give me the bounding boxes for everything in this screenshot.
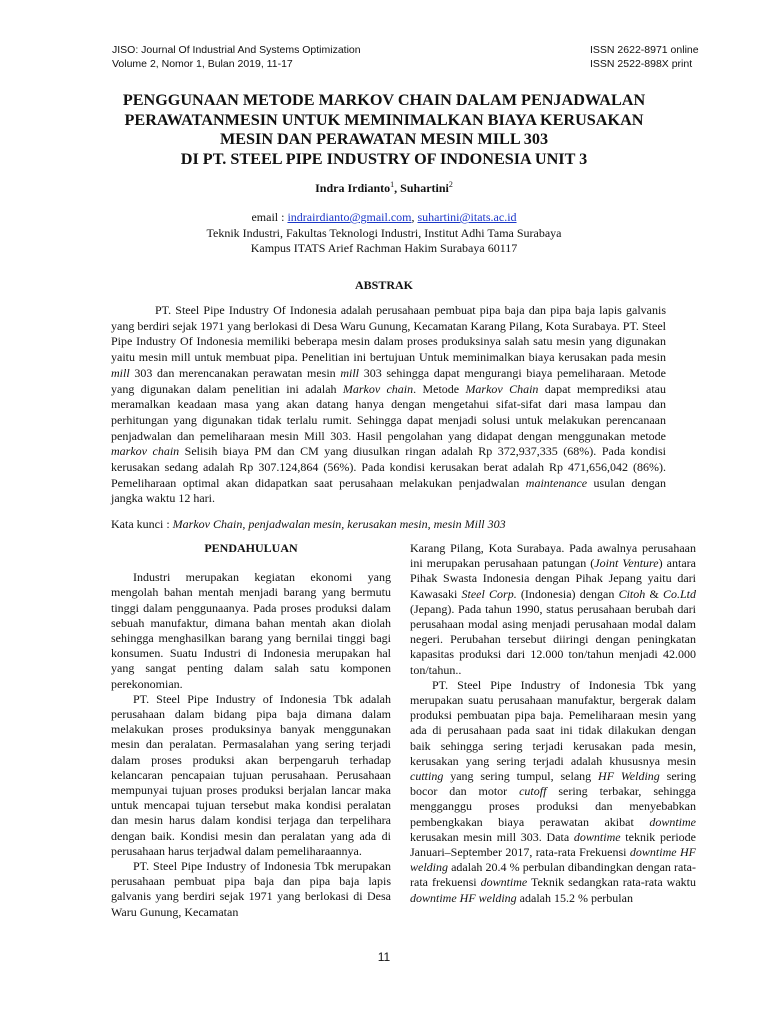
italic-term: HF Welding bbox=[598, 769, 660, 784]
left-column bbox=[111, 541, 391, 920]
paragraph bbox=[410, 541, 696, 678]
title-line: MESIN DAN PERAWATAN MESIN MILL 303 bbox=[219, 130, 549, 148]
section-heading: PENDAHULUAN bbox=[204, 541, 298, 555]
volume-info: Volume 2, Nomor 1, Bulan 2019, 11-17 bbox=[112, 58, 293, 70]
abstract-italic: Markov Chain bbox=[465, 381, 539, 396]
text-segment: Karang Pilang, Kota Surabaya. Pada awalnya perusahaan ini merupakan perusahaan patungan ( bbox=[410, 541, 696, 571]
abstract-segment: 303 dan merencanakan perawatan mesin bbox=[129, 365, 341, 380]
author-list bbox=[100, 180, 668, 196]
text-segment: & bbox=[645, 586, 663, 601]
author-separator: , bbox=[394, 181, 401, 195]
abstract-italic: mill bbox=[340, 365, 360, 380]
italic-term: Joint Venture bbox=[594, 556, 659, 571]
text-segment: (Indonesia) dengan bbox=[516, 586, 619, 601]
italic-term: Co.Ltd bbox=[662, 586, 696, 601]
italic-term: cutoff bbox=[519, 784, 547, 799]
abstract-italic: markov chain bbox=[111, 444, 180, 459]
text-segment: adalah 20.4 % perbulan dibandingkan dengan rata-rata frekuensi bbox=[410, 860, 696, 890]
running-header-right bbox=[590, 43, 699, 71]
italic-term: Citoh bbox=[618, 586, 646, 601]
italic-term: downtime bbox=[649, 814, 696, 829]
text-segment: (Jepang). Pada tahun 1990, status perusahaan berubah dari perusahaan modal asing menjadi perusahaan modal dalam negeri. Perubahan tersebut diiringi dengan peningkatan kapasitas produksi dari 12.000 ton/tahun menjadi 42.000 ton/tahun.. bbox=[410, 601, 696, 677]
abstract-italic: maintenance bbox=[525, 475, 588, 490]
italic-term: downtime HF welding bbox=[410, 845, 696, 875]
email-label: email : bbox=[251, 210, 288, 224]
email-link[interactable]: indrairdianto@gmail.com bbox=[287, 210, 412, 224]
affiliation-marker: 1 bbox=[390, 180, 395, 189]
text-segment: Teknik sedangkan rata-rata waktu bbox=[527, 875, 696, 890]
running-header-left bbox=[112, 43, 361, 71]
email-link[interactable]: suhartini@itats.ac.id bbox=[417, 210, 517, 224]
italic-term: downtime bbox=[480, 875, 528, 890]
campus-address: Kampus ITATS Arief Rachman Hakim Surabaya 60117 bbox=[250, 241, 518, 255]
text-segment: sering bocor dan motor bbox=[410, 769, 697, 799]
department: Teknik Industri, Fakultas Teknologi Industri, Institut Adhi Tama Surabaya bbox=[206, 225, 562, 240]
abstract-italic: Markov chain bbox=[342, 381, 414, 396]
abstract-segment: 303 sehingga dapat mengurangi biaya pemeliharaan. Metode yang digunakan dalam penelitian ini adalah bbox=[111, 365, 667, 396]
email-line bbox=[100, 210, 668, 226]
email-separator: , bbox=[411, 210, 418, 224]
author-name: Indra Irdianto bbox=[315, 181, 391, 195]
affiliation-marker: 2 bbox=[448, 180, 453, 189]
keywords-text: Markov Chain, penjadwalan mesin, kerusakan mesin, mesin Mill 303 bbox=[172, 517, 506, 531]
keywords-line bbox=[111, 517, 506, 532]
text-segment: sering terbakar, sehingga mengganggu proses produksi dan menyebabkan pembengkakan biaya perawatan akibat bbox=[410, 784, 697, 829]
italic-term: cutting bbox=[410, 769, 444, 784]
paragraph: Industri merupakan kegiatan ekonomi yang mengolah bahan mentah menjadi barang yang bermutu tinggi dalam penggunaanya. Pada proses produksi dalam sebuah manufaktur, dimana bahan mentah akan diolah sehingga menghasilkan barang yang bernilai tinggi bagi konsumen. Suatu Industri di Indonesia merupakan hal yang sangat penting dalam salah satu komponen perekonomian. bbox=[111, 570, 391, 691]
abstract-segment: . Metode bbox=[413, 381, 466, 396]
abstract-italic: mill bbox=[111, 365, 130, 380]
abstract-segment: PT. Steel Pipe Industry Of Indonesia adalah perusahaan pembuat pipa baja dan pipa baja lapis galvanis yang berdiri sejak 1971 yang berlokasi di Desa Waru Gunung, Kecamatan Karang Pilang, Kota Surabaya. PT. Steel Pipe Industry Of Indonesia memiliki beberapa mesin dalam proses produksinya salah satu mesin yang digunakan yaitu mesin mill untuk membuat pipa. Penelitian ini bertujuan Untuk meminimalkan biaya kerusakan pada mesin bbox=[111, 303, 666, 365]
author-name: Suhartini bbox=[400, 181, 449, 195]
abstract-heading: ABSTRAK bbox=[354, 278, 413, 292]
abstract-text bbox=[111, 303, 666, 507]
keywords-label: Kata kunci : bbox=[111, 517, 173, 531]
affiliation-block bbox=[100, 210, 668, 257]
paragraph bbox=[410, 678, 696, 906]
abstract-segment: dapat memprediksi atau meramalkan keadaan masa yang akan datang hanya dengan mengetahui sifat-sifat dari masa lampau dan perhitungan yang digunakan tidak terlalu rumit. Sehingga dapat menjadi solusi untuk melakukan perencanaan penjadwalan dan pemeliharaan mesin Mill 303. Hasil pengolahan yang didapat dengan menggunakan metode bbox=[111, 381, 667, 443]
text-segment: kerusakan mesin mill 303. Data bbox=[410, 829, 574, 844]
title-line: DI PT. STEEL PIPE INDUSTRY OF INDONESIA UNIT 3 bbox=[180, 149, 588, 168]
paragraph: PT. Steel Pipe Industry of Indonesia Tbk merupakan perusahaan pembuat pipa baja dan pipa baja lapis galvanis yang berdiri sejak 1971 yang berlokasi di Desa Waru Gunung, Kecamatan bbox=[111, 859, 391, 919]
right-column bbox=[410, 541, 696, 906]
title-line: PENGGUNAAN METODE MARKOV CHAIN DALAM PENJADWALAN bbox=[122, 91, 646, 109]
italic-term: Steel Corp. bbox=[461, 586, 517, 601]
text-segment: ) antara Pihak Swasta Indonesia dengan Pihak Jepang yaitu dari Kawasaki bbox=[410, 556, 696, 601]
text-segment: adalah 15.2 % perbulan bbox=[516, 890, 633, 905]
title-line: PERAWATANMESIN UNTUK MEMINIMALKAN BIAYA KERUSAKAN bbox=[124, 110, 644, 129]
page-number: 11 bbox=[377, 950, 391, 964]
text-segment: PT. Steel Pipe Industry of Indonesia Tbk yang merupakan suatu perusahaan manufaktur, bergerak dalam produksi pembuatan pipa baja. Pemeliharaan mesin yang ada di perusahaan pada saat ini tidak dilakukan dengan baik sehingga sering terjadi kerusakan pada mesin, kerusakan yang sering terjadi adalah khususnya mesin bbox=[410, 677, 696, 768]
issn-online: ISSN 2622-8971 online bbox=[590, 44, 699, 56]
italic-term: downtime bbox=[573, 829, 621, 844]
journal-name: JISO: Journal Of Industrial And Systems Optimization bbox=[112, 44, 361, 56]
issn-print: ISSN 2522-898X print bbox=[590, 58, 693, 70]
text-segment: yang sering tumpul, selang bbox=[443, 769, 599, 784]
paper-title bbox=[100, 91, 668, 169]
italic-term: downtime HF welding bbox=[410, 890, 517, 905]
abstract-segment: Selisih biaya PM dan CM yang diusulkan ringan adalah Rp 372,937,335 (68%). Pada kondisi kerusakan sedang adalah Rp 307.124,864 (56%). Pada kondisi kerusakan berat adalah Rp 471,656,042 (86%). Pemeliharaan optimal akan didapatkan saat perusahaan melakukan penjadwalan bbox=[111, 444, 666, 490]
text-segment: teknik periode Januari–September 2017, rata-rata Frekuensi bbox=[410, 829, 696, 860]
paragraph: PT. Steel Pipe Industry of Indonesia Tbk adalah perusahaan dalam bidang pipa baja dimana dalam melakukan proses produksinya banyak menggunakan mesin dan peralatan. Permasalahan yang sering terjadi dalam proses produksi akan berpengaruh terhadap kelancaran pencapaian tujuan perusahaan. Perusahaan mempunyai tujuan proses produksi berjalan lancar maka untuk mencapai tujuan tersebut maka kondisi peralatan dan mesin harus dalam kondisi terjaga dan terpelihara dengan baik. Kondisi mesin dan peralatan yang ada di perusahaan harus terjadwal dalam pemeliharaannya. bbox=[111, 691, 391, 858]
abstract-segment: usulan dengan jangka waktu 12 hari. bbox=[111, 475, 666, 506]
